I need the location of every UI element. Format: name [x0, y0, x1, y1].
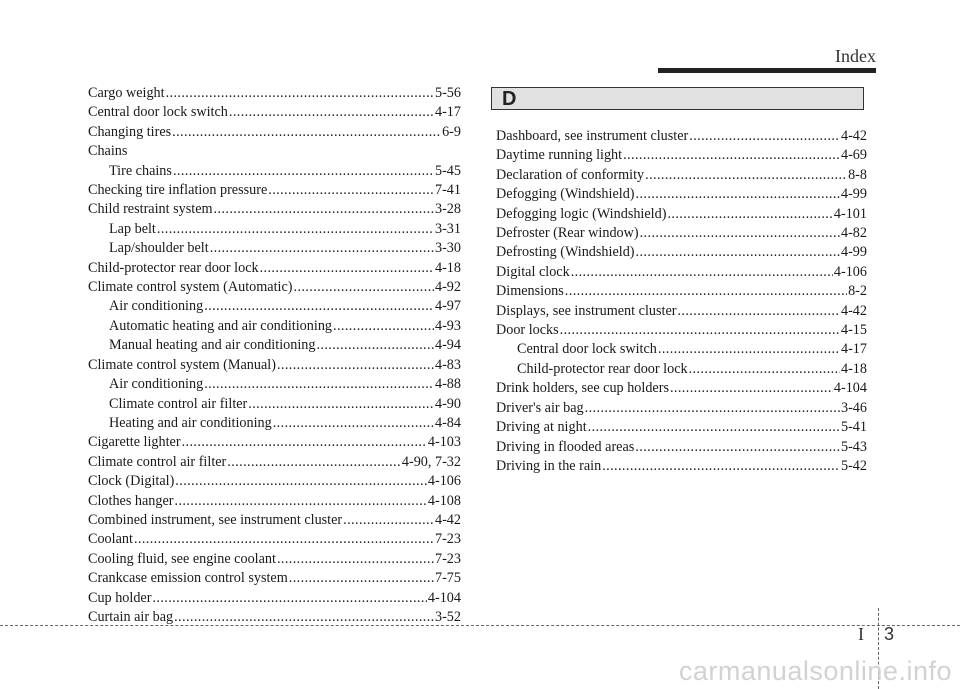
dot-leader — [571, 263, 833, 282]
index-entry-label: Dashboard, see instrument cluster — [496, 128, 689, 144]
dot-leader — [585, 399, 840, 418]
index-entry — [496, 282, 867, 301]
index-entry-page: 4-18 — [434, 259, 461, 276]
index-entry-label: Checking tire inflation pressure — [88, 182, 268, 199]
index-entry — [88, 142, 461, 161]
footer-section-letter: I — [858, 624, 864, 644]
dot-leader — [204, 297, 434, 316]
index-entry — [496, 263, 867, 282]
index-entry — [496, 340, 867, 359]
index-entry-page: 3-30 — [434, 240, 461, 257]
dot-leader — [248, 395, 434, 414]
dot-leader — [645, 166, 847, 185]
index-entry-page: 4-17 — [840, 341, 867, 358]
index-entry-page: 6-9 — [442, 123, 461, 140]
dot-leader — [229, 103, 434, 122]
index-entry-page: 4-42 — [840, 128, 867, 144]
index-entry-page: 4-103 — [427, 434, 461, 451]
index-entry — [496, 379, 867, 398]
section-header-d — [491, 87, 864, 110]
dot-leader — [670, 379, 833, 398]
index-entry-label: Defogging logic (Windshield) — [496, 205, 667, 222]
index-entry-page: 7-23 — [434, 531, 461, 548]
dot-leader — [588, 418, 840, 437]
index-entry — [88, 181, 461, 200]
dot-leader — [636, 185, 840, 204]
index-entry-label: Climate control air filter — [109, 395, 248, 412]
index-entry-page: 4-106 — [427, 473, 461, 490]
index-entry-page: 4-83 — [434, 356, 461, 373]
dot-leader — [658, 340, 840, 359]
dot-leader — [277, 356, 434, 375]
index-entry-label: Defogging (Windshield) — [496, 186, 635, 203]
index-entry-label: Tire chains — [109, 162, 172, 179]
index-entry — [496, 360, 867, 379]
index-entry-label: Curtain air bag — [88, 608, 174, 625]
index-entry — [496, 418, 867, 437]
index-entry-page: 3-46 — [840, 399, 867, 416]
footer-dashed-rule — [0, 625, 960, 626]
dot-leader — [560, 321, 840, 340]
index-entry-page: 4-104 — [427, 589, 461, 606]
index-entry-page: 4-101 — [833, 205, 867, 222]
index-entry — [496, 224, 867, 243]
index-entry — [496, 205, 867, 224]
dot-leader — [316, 336, 434, 355]
index-entry-label: Child-protector rear door lock — [88, 259, 259, 276]
index-entry — [496, 457, 867, 476]
index-entry — [88, 472, 461, 491]
index-entry-label: Heating and air conditioning — [109, 414, 272, 431]
index-entry — [88, 103, 461, 122]
index-entry-page: 5-45 — [434, 162, 461, 179]
dot-leader — [294, 278, 434, 297]
index-entry — [496, 146, 867, 165]
dot-leader — [214, 200, 434, 219]
index-entry — [88, 530, 461, 549]
index-entry — [496, 302, 867, 321]
index-entry-label: Defrosting (Windshield) — [496, 244, 635, 261]
section-letter: D — [502, 88, 517, 110]
index-entry-label: Clothes hanger — [88, 492, 174, 509]
index-entry-page: 3-52 — [434, 608, 461, 625]
index-entry-page: 4-108 — [427, 492, 461, 509]
index-entry-page: 4-84 — [434, 414, 461, 431]
dot-leader — [182, 433, 427, 452]
index-entry-page: 4-82 — [840, 225, 867, 242]
index-entry-label: Door locks — [496, 322, 559, 339]
index-entry-label: Clock (Digital) — [88, 473, 175, 490]
index-entry-label: Displays, see instrument cluster — [496, 302, 677, 319]
index-entry-label: Cargo weight — [88, 85, 165, 101]
index-entry-page: 4-106 — [833, 263, 867, 280]
dot-leader — [689, 127, 840, 146]
dot-leader — [289, 569, 434, 588]
index-entry — [88, 239, 461, 258]
index-entry — [88, 278, 461, 297]
index-entry-page: 4-92 — [434, 279, 461, 296]
index-entry-label: Driver's air bag — [496, 399, 584, 416]
dot-leader — [636, 243, 840, 262]
index-entry — [88, 336, 461, 355]
index-entry — [88, 414, 461, 433]
dot-leader — [152, 589, 426, 608]
index-entry — [88, 200, 461, 219]
index-entry-page: 4-42 — [434, 511, 461, 528]
index-entry — [496, 321, 867, 340]
index-entry — [88, 492, 461, 511]
index-entry-label: Drink holders, see cup holders — [496, 380, 669, 397]
index-entry-label: Driving in the rain — [496, 457, 602, 474]
index-entry-page: 5-56 — [434, 85, 461, 101]
index-entry-label: Digital clock — [496, 263, 570, 280]
index-entry — [88, 123, 461, 142]
index-entry — [88, 375, 461, 394]
index-entry-page: 3-31 — [434, 220, 461, 237]
index-entry-page: 4-97 — [434, 298, 461, 315]
index-entry-label: Cigarette lighter — [88, 434, 181, 451]
dot-leader — [623, 146, 840, 165]
index-entry-page: 4-88 — [434, 376, 461, 393]
index-entry-label: Central door lock switch — [517, 341, 657, 358]
index-entry-label: Air conditioning — [109, 298, 204, 315]
index-entry — [88, 317, 461, 336]
index-entry-label: Changing tires — [88, 123, 172, 140]
index-entry — [496, 399, 867, 418]
index-entry-label: Child-protector rear door lock — [517, 360, 688, 377]
index-entry-page: 4-90, 7-32 — [401, 453, 461, 470]
index-entry — [88, 433, 461, 452]
index-entry-page: 7-23 — [434, 550, 461, 567]
index-entry — [496, 166, 867, 185]
index-entry-label: Lap belt — [109, 220, 156, 237]
dot-leader — [602, 457, 840, 476]
index-entry-label: Combined instrument, see instrument cluster — [88, 511, 343, 528]
index-entry-page: 3-28 — [434, 201, 461, 218]
index-entry-label: Climate control air filter — [88, 453, 227, 470]
index-entry — [88, 589, 461, 608]
index-entry-page: 8-8 — [848, 166, 867, 183]
dot-leader — [677, 302, 840, 321]
index-entry-page: 4-94 — [434, 337, 461, 354]
dot-leader — [157, 220, 434, 239]
dot-leader — [204, 375, 434, 394]
dot-leader — [273, 414, 434, 433]
index-entry-label: Lap/shoulder belt — [109, 240, 209, 257]
index-entry-page: 4-99 — [840, 244, 867, 261]
index-entry — [88, 162, 461, 181]
index-entry — [496, 127, 867, 146]
index-entry — [88, 453, 461, 472]
index-entry-label: Air conditioning — [109, 376, 204, 393]
index-entry-page: 5-43 — [840, 438, 867, 455]
dot-leader — [268, 181, 434, 200]
index-column-left — [88, 84, 461, 627]
page-title: Index — [835, 46, 876, 66]
index-entry-page: 7-41 — [434, 182, 461, 199]
index-entry-label: Manual heating and air conditioning — [109, 337, 316, 354]
index-entry-page: 4-69 — [840, 147, 867, 164]
index-entry — [88, 511, 461, 530]
index-entry-page: 4-90 — [434, 395, 461, 412]
index-entry — [88, 569, 461, 588]
dot-leader — [277, 550, 434, 569]
dot-leader — [260, 259, 434, 278]
index-entry — [88, 220, 461, 239]
index-entry-label: Daytime running light — [496, 147, 623, 164]
watermark: carmanualsonline.info — [678, 656, 952, 686]
index-entry — [88, 550, 461, 569]
dot-leader — [667, 205, 832, 224]
dot-leader — [635, 438, 840, 457]
dot-leader — [333, 317, 434, 336]
index-entry-label: Declaration of conformity — [496, 166, 645, 183]
index-entry — [88, 395, 461, 414]
dot-leader — [210, 239, 434, 258]
index-entry — [88, 84, 461, 103]
dot-leader — [173, 162, 434, 181]
index-entry-label: Cup holder — [88, 589, 152, 606]
index-entry-label: Coolant — [88, 531, 133, 548]
dot-leader — [689, 360, 840, 379]
index-entry — [496, 438, 867, 457]
index-entry-label: Chains — [88, 143, 128, 160]
index-entry-page: 4-99 — [840, 186, 867, 203]
dot-leader — [166, 84, 434, 103]
index-entry-label: Climate control system (Automatic) — [88, 279, 293, 296]
index-entry-page: 8-2 — [848, 283, 867, 300]
index-entry-label: Dimensions — [496, 283, 564, 300]
index-entry — [496, 243, 867, 262]
dot-leader — [175, 492, 427, 511]
index-entry-label: Defroster (Rear window) — [496, 225, 639, 242]
dot-leader — [175, 472, 427, 491]
index-entry — [88, 259, 461, 278]
index-entry — [88, 356, 461, 375]
index-entry — [496, 185, 867, 204]
index-entry-page: 4-17 — [434, 104, 461, 121]
dot-leader — [343, 511, 434, 530]
index-entry-page: 5-41 — [840, 419, 867, 436]
dot-leader — [565, 282, 847, 301]
index-column-right — [496, 127, 867, 476]
index-entry-label: Automatic heating and air conditioning — [109, 317, 333, 334]
index-entry-label: Crankcase emission control system — [88, 570, 288, 587]
index-entry-page: 4-93 — [434, 317, 461, 334]
index-entry-page: 4-15 — [840, 322, 867, 339]
index-entry-label: Cooling fluid, see engine coolant — [88, 550, 276, 567]
index-entry-page: 5-42 — [840, 457, 867, 474]
header-rule — [658, 68, 876, 73]
index-entry-label: Driving at night — [496, 419, 587, 436]
index-entry-label: Central door lock switch — [88, 104, 228, 121]
dot-leader — [172, 123, 441, 142]
index-entry-label: Climate control system (Manual) — [88, 356, 276, 373]
dot-leader — [640, 224, 840, 243]
index-entry-page: 4-104 — [833, 380, 867, 397]
index-entry-label: Child restraint system — [88, 201, 213, 218]
footer-page-number: 3 — [884, 624, 895, 644]
index-entry-label: Driving in flooded areas — [496, 438, 635, 455]
index-entry-page: 4-18 — [840, 360, 867, 377]
index-entry — [88, 297, 461, 316]
dot-leader — [134, 530, 434, 549]
index-entry-page: 7-75 — [434, 570, 461, 587]
index-entry-page: 4-42 — [840, 302, 867, 319]
dot-leader — [227, 453, 401, 472]
